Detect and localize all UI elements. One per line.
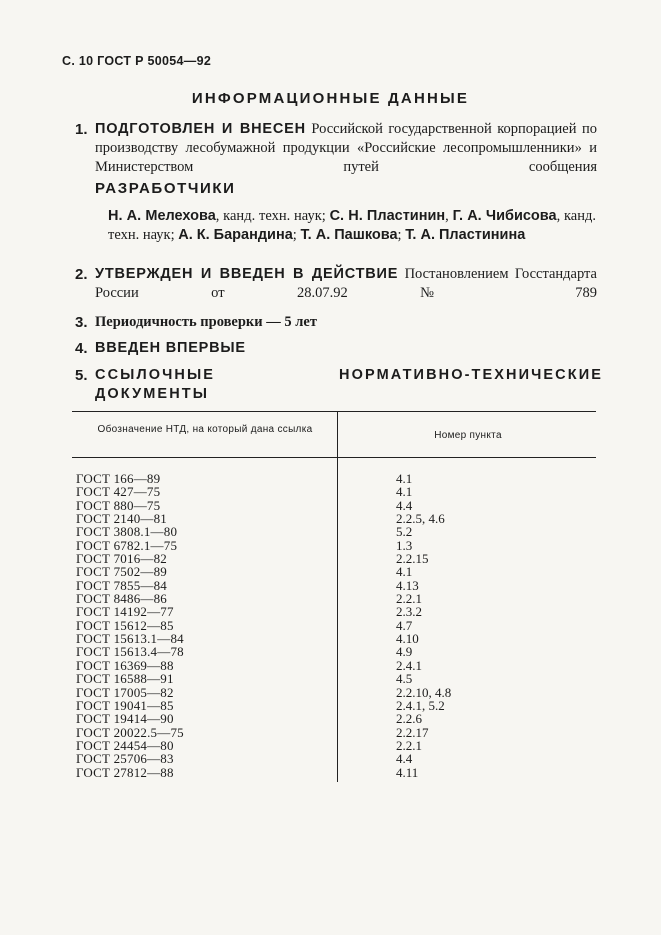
table-cell-clause: 2.2.17: [396, 724, 429, 740]
item-number: 1.: [75, 121, 88, 138]
table-cell-ntd: ГОСТ 15612—85: [76, 617, 174, 633]
developer-degree: , канд. техн. наук;: [215, 208, 330, 224]
table-cell-ntd: ГОСТ 8486—86: [76, 591, 168, 607]
table-cell-ntd: ГОСТ 7855—84: [76, 577, 168, 593]
developer-degree: ;: [292, 227, 301, 243]
developer-name: Н. А. Мелехова: [108, 208, 216, 224]
item-caps: ВВЕДЕН ВПЕРВЫЕ: [95, 340, 246, 356]
table-cell-ntd: ГОСТ 27812—88: [76, 764, 174, 780]
item-body: [95, 366, 603, 404]
item-text: Периодичность проверки — 5 лет: [95, 314, 317, 330]
item-text: Постановлением Госстандарта России от 28.07.92 № 789: [95, 266, 597, 301]
item-number: 3.: [75, 314, 88, 331]
table-cell-ntd: ГОСТ 427—75: [76, 484, 161, 500]
item-caps: УТВЕРЖДЕН И ВВЕДЕН В ДЕЙСТВИЕ: [95, 266, 399, 282]
table-cell-clause: 4.1: [396, 471, 413, 486]
table-cell-clause: 2.2.1: [396, 737, 422, 753]
table-cell-ntd: ГОСТ 16369—88: [76, 657, 174, 673]
developer-name: Г. А. Чибисова: [452, 208, 557, 224]
page-header: С. 10 ГОСТ Р 50054—92: [62, 54, 212, 68]
table-cell-ntd: ГОСТ 15613.1—84: [76, 631, 184, 647]
table-cell-ntd: ГОСТ 20022.5—75: [76, 724, 184, 740]
table-cell-ntd: ГОСТ 16588—91: [76, 671, 174, 687]
table-cell-ntd: ГОСТ 2140—81: [76, 511, 168, 527]
table-cell-ntd: ГОСТ 15613.4—78: [76, 644, 184, 660]
developer-name: Т. А. Пашкова: [300, 227, 398, 243]
table-column-clause: [396, 472, 451, 779]
item-text: Российской государственной корпорацией по производству лесобумажной продукции «Российские лесопромышленники» и Министерством путей сообщения: [95, 121, 597, 175]
item-caps: ССЫЛОЧНЫЕ НОРМАТИВНО-ТЕХНИЧЕСКИЕ ДОКУМЕНТЫ: [95, 367, 603, 402]
table-cell-clause: 4.5: [396, 671, 413, 687]
table-cell-clause: 4.4: [396, 751, 413, 767]
table-cell-ntd: ГОСТ 6782.1—75: [76, 537, 178, 553]
table-cell-clause: 4.4: [396, 497, 413, 513]
table-cell-ntd: ГОСТ 19414—90: [76, 711, 174, 727]
developer-name: Т. А. Пластинина: [405, 227, 526, 243]
item-number: 4.: [75, 340, 88, 357]
developer-degree: , канд. техн. наук;: [108, 208, 597, 243]
table-cell-clause: 4.10: [396, 631, 419, 647]
item-first-introduced: [75, 339, 597, 358]
item-body: [95, 313, 597, 332]
table-header-clause: Номер пункта: [434, 430, 502, 441]
developers-list: [108, 207, 596, 245]
table-cell-clause: 4.11: [396, 764, 419, 780]
table-cell-ntd: ГОСТ 17005—82: [76, 684, 174, 700]
developers-heading: РАЗРАБОТЧИКИ: [95, 180, 236, 197]
table-cell-clause: 2.2.6: [396, 711, 422, 727]
table-cell-ntd: ГОСТ 7016—82: [76, 551, 168, 567]
developer-name: А. К. Барандина: [178, 227, 293, 243]
table-cell-ntd: ГОСТ 24454—80: [76, 737, 174, 753]
table-cell-ntd: ГОСТ 14192—77: [76, 604, 174, 620]
table-top-rule: [72, 411, 596, 412]
table-cell-clause: 4.7: [396, 617, 413, 633]
item-number: 5.: [75, 367, 88, 384]
table-cell-clause: 2.2.15: [396, 551, 429, 567]
table-cell-clause: 4.1: [396, 484, 413, 500]
developer-name: С. Н. Пластинин: [329, 208, 446, 224]
item-body: [95, 339, 597, 358]
table-header-ntd: Обозначение НТД, на который дана ссылка: [97, 424, 313, 435]
table-cell-ntd: ГОСТ 19041—85: [76, 697, 174, 713]
table-cell-clause: 1.3: [396, 537, 413, 553]
table-cell-clause: 5.2: [396, 524, 413, 540]
table-cell-clause: 2.4.1: [396, 657, 422, 673]
table-cell-ntd: ГОСТ 880—75: [76, 497, 161, 513]
item-periodicity: [75, 313, 597, 332]
table-cell-ntd: ГОСТ 166—89: [76, 471, 161, 486]
table-cell-clause: 4.9: [396, 644, 413, 660]
table-cell-clause: 2.2.10, 4.8: [396, 684, 452, 700]
table-cell-clause: 2.2.5, 4.6: [396, 511, 445, 527]
item-number: 2.: [75, 266, 88, 283]
developer-degree: ;: [397, 227, 406, 243]
table-column-ntd: [76, 472, 184, 779]
table-header-rule: [72, 457, 596, 458]
table-cell-ntd: ГОСТ 3808.1—80: [76, 524, 178, 540]
table-cell-clause: 2.3.2: [396, 604, 422, 620]
table-cell-clause: 2.4.1, 5.2: [396, 697, 445, 713]
developer-degree: ,: [445, 208, 453, 224]
item-caps: ПОДГОТОВЛЕН И ВНЕСЕН: [95, 121, 306, 137]
table-cell-clause: 2.2.1: [396, 591, 422, 607]
table-cell-clause: 4.1: [396, 564, 413, 580]
table-cell-ntd: ГОСТ 25706—83: [76, 751, 174, 767]
item-reference-docs: [75, 366, 603, 404]
table-cell-ntd: ГОСТ 7502—89: [76, 564, 168, 580]
document-title: ИНФОРМАЦИОННЫЕ ДАННЫЕ: [191, 90, 470, 107]
table-column-divider: [337, 412, 338, 782]
table-cell-clause: 4.13: [396, 577, 419, 593]
